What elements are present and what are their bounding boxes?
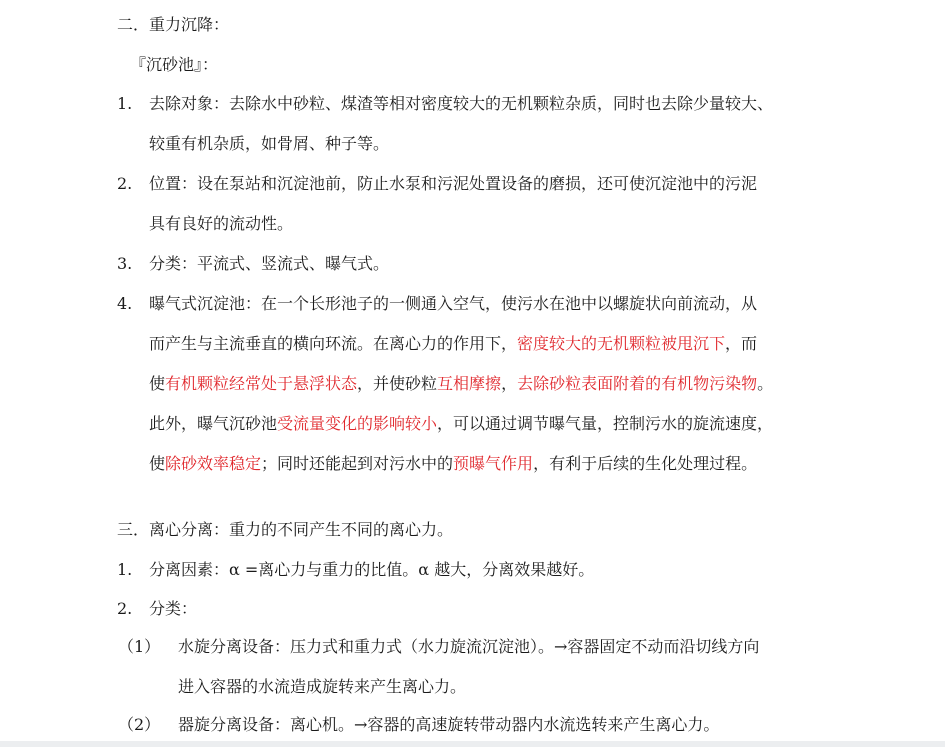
list-item-text bbox=[149, 414, 773, 434]
sublist-item-text: 器旋分离设备：离心机。→容器的高速旋转带动器内水流选转来产生离心力。 bbox=[178, 715, 720, 734]
text-span: 而产生与主流垂直的横向环流。在离心力的作用下， bbox=[149, 334, 518, 353]
section-heading-centrifugal-separation: 三．离心分离：重力的不同产生不同的离心力。 bbox=[117, 520, 454, 539]
list-item-text: 曝气式沉淀池：在一个长形池子的一侧通入空气，使污水在池中以螺旋状向前流动，从 bbox=[149, 294, 758, 313]
list-number: 2. bbox=[117, 599, 133, 618]
highlight-text: 除砂效率稳定 bbox=[165, 454, 262, 473]
text-span: ；同时还能起到对污水中的 bbox=[261, 454, 454, 473]
sublist-item-text: 进入容器的水流造成旋转来产生离心力。 bbox=[178, 677, 467, 696]
list-item-text: 具有良好的流动性。 bbox=[149, 214, 294, 233]
highlight-text: 预曝气作用 bbox=[453, 454, 534, 473]
text-span: ，有利于后续的生化处理过程。 bbox=[533, 454, 758, 473]
highlight-text: 有机颗粒经常处于悬浮状态 bbox=[165, 374, 358, 393]
list-item-text: 分类：平流式、竖流式、曝气式。 bbox=[149, 254, 390, 273]
text-span: ，而 bbox=[725, 334, 758, 353]
text-span: ， bbox=[501, 374, 518, 393]
text-span: 使 bbox=[149, 374, 166, 393]
list-item-text: 去除对象：去除水中砂粒、煤渣等相对密度较大的无机颗粒杂质，同时也去除少量较大、 bbox=[149, 94, 774, 113]
sublist-number: （1） bbox=[118, 637, 161, 656]
list-item-text: 分类： bbox=[149, 599, 198, 618]
page-bottom-edge bbox=[0, 741, 945, 747]
list-number: 1. bbox=[117, 94, 133, 113]
list-item-text bbox=[149, 334, 757, 354]
highlight-text: 去除砂粒表面附着的有机物污染物 bbox=[517, 374, 758, 393]
list-item-text: 较重有机杂质，如骨屑、种子等。 bbox=[149, 134, 390, 153]
list-item-text: 位置：设在泵站和沉淀池前，防止水泵和污泥处置设备的磨损，还可使沉淀池中的污泥 bbox=[149, 174, 758, 193]
sublist-item-text: 水旋分离设备：压力式和重力式（水力旋流沉淀池）。→容器固定不动而沿切线方向 bbox=[178, 637, 760, 656]
text-span: 。 bbox=[757, 374, 774, 393]
list-number: 2. bbox=[117, 174, 133, 193]
subheading-grit-chamber: 『沉砂池』： bbox=[130, 55, 219, 74]
list-item-text bbox=[149, 374, 773, 394]
highlight-text: 互相摩擦 bbox=[437, 374, 502, 393]
list-item-text bbox=[149, 454, 757, 474]
list-number: 1. bbox=[117, 560, 133, 579]
section-heading-gravity-settling: 二．重力沉降： bbox=[117, 15, 230, 34]
list-number: 3. bbox=[117, 254, 133, 273]
text-span: ，可以通过调节曝气量，控制污水的旋流速度， bbox=[437, 414, 774, 433]
text-span: 此外，曝气沉砂池 bbox=[149, 414, 278, 433]
highlight-text: 受流量变化的影响较小 bbox=[277, 414, 438, 433]
list-number: 4. bbox=[117, 294, 133, 313]
sublist-number: （2） bbox=[118, 715, 161, 734]
highlight-text: 密度较大的无机颗粒被甩沉下 bbox=[517, 334, 726, 353]
text-span: ，并使砂粒 bbox=[357, 374, 438, 393]
list-item-text: 分离因素：α =离心力与重力的比值。α 越大，分离效果越好。 bbox=[149, 560, 595, 579]
text-span: 使 bbox=[149, 454, 166, 473]
